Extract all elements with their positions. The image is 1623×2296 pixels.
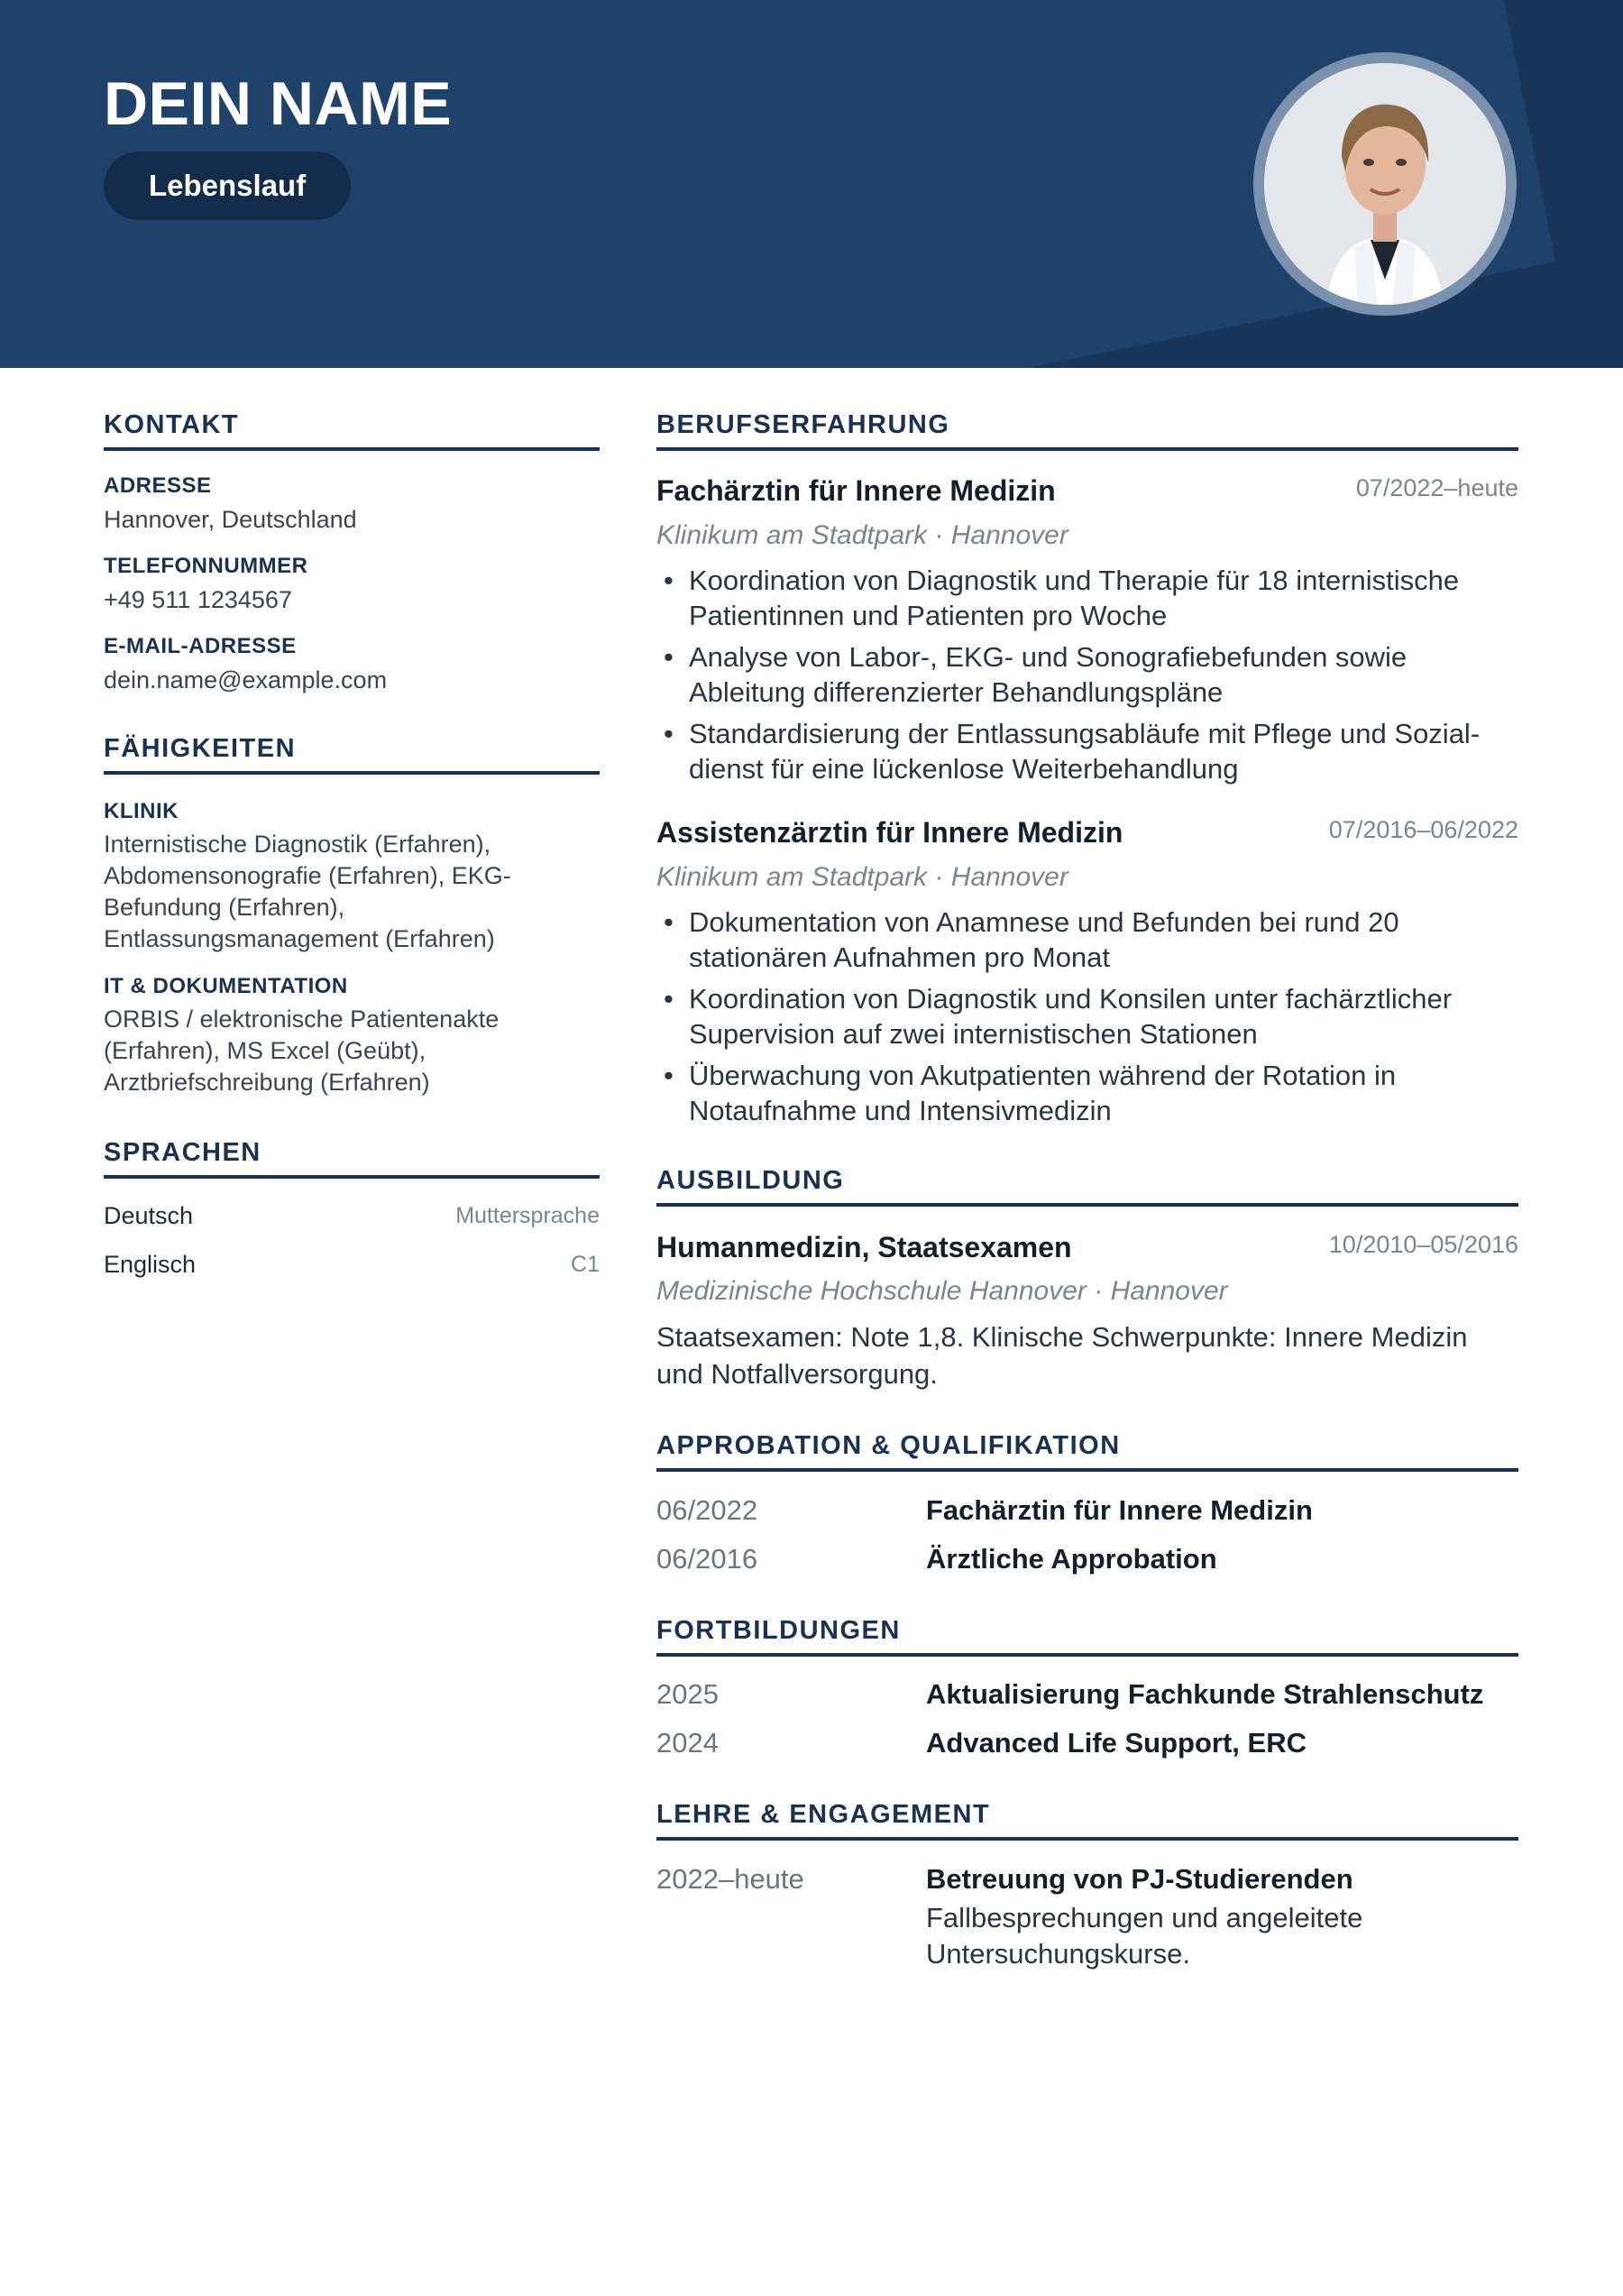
bullet-text: Koordination von Diagnostik und Therapie für 18 internistische bbox=[689, 565, 1460, 596]
contact-heading: KONTAKT bbox=[104, 410, 240, 439]
bullet-text: stationären Aufnahmen pro Monat bbox=[689, 941, 1111, 973]
bullet-text: Ableitung differenzierter Behandlungspläne bbox=[689, 676, 1224, 708]
phone-value: +49 511 1234567 bbox=[104, 586, 292, 613]
training-date: 2024 bbox=[656, 1727, 719, 1759]
job-bullet-list bbox=[656, 905, 1518, 1134]
training-title: Aktualisierung Fachkunde Strahlenschutz bbox=[926, 1678, 1484, 1710]
teaching-description: Untersuchungskurse. bbox=[926, 1938, 1190, 1970]
email-label: E-MAIL-ADRESSE bbox=[104, 634, 297, 658]
profile-photo bbox=[1253, 52, 1517, 316]
degree-date: 10/2010–05/2016 bbox=[1328, 1231, 1518, 1258]
language-level: C1 bbox=[571, 1252, 600, 1277]
approbation-heading: APPROBATION & QUALIFIKATION bbox=[656, 1431, 1121, 1460]
job-date: 07/2016–06/2022 bbox=[1328, 816, 1518, 843]
job-bullet-list bbox=[656, 563, 1518, 793]
education-heading: AUSBILDUNG bbox=[656, 1166, 845, 1195]
degree-description: und Notfallversorgung. bbox=[656, 1358, 938, 1390]
skill-group-label: IT & DOKUMENTATION bbox=[104, 974, 348, 998]
email-value: dein.name@example.com bbox=[104, 666, 388, 693]
languages-divider bbox=[104, 1175, 600, 1179]
job-title: Assistenzärztin für Innere Medizin bbox=[656, 816, 1123, 849]
teaching-divider bbox=[656, 1837, 1518, 1841]
portrait-illustration bbox=[1264, 63, 1506, 305]
degree-title: Humanmedizin, Staatsexamen bbox=[656, 1231, 1072, 1263]
skill-group-label: KLINIK bbox=[104, 799, 179, 823]
experience-divider bbox=[656, 447, 1518, 451]
trainings-divider bbox=[656, 1653, 1518, 1657]
bullet-icon: • bbox=[664, 983, 674, 1015]
training-date: 2025 bbox=[656, 1678, 719, 1710]
skill-group-text: Befundung (Erfahren), bbox=[104, 894, 345, 921]
skill-group-text: Arztbriefschreibung (Erfahren) bbox=[104, 1069, 430, 1096]
job-employer: Klinikum am Stadtpark · Hannover bbox=[656, 520, 1068, 550]
bullet-icon: • bbox=[664, 906, 674, 938]
experience-heading: BERUFSERFAHRUNG bbox=[656, 410, 950, 439]
teaching-title: Betreuung von PJ-Studierenden bbox=[926, 1863, 1353, 1895]
language-name: Englisch bbox=[104, 1251, 197, 1278]
training-title: Advanced Life Support, ERC bbox=[926, 1727, 1307, 1759]
list-item bbox=[656, 1058, 1518, 1128]
skills-divider bbox=[104, 771, 600, 775]
approbation-divider bbox=[656, 1468, 1518, 1472]
contact-divider bbox=[104, 447, 600, 451]
skills-heading: FÄHIGKEITEN bbox=[104, 734, 297, 763]
teaching-heading: LEHRE & ENGAGEMENT bbox=[656, 1800, 991, 1829]
language-level: Muttersprache bbox=[455, 1203, 600, 1228]
address-value: Hannover, Deutschland bbox=[104, 506, 357, 533]
bullet-text: Notaufnahme und Intensivmedizin bbox=[689, 1095, 1112, 1126]
degree-description: Staatsexamen: Note 1,8. Klinische Schwerpunkte: Innere Medizin bbox=[656, 1321, 1468, 1353]
bullet-text: Supervision auf zwei internistischen Stationen bbox=[689, 1018, 1258, 1050]
language-name: Deutsch bbox=[104, 1202, 194, 1229]
header-banner bbox=[0, 0, 1623, 368]
list-item bbox=[656, 716, 1518, 786]
qualification-date: 06/2022 bbox=[656, 1494, 758, 1526]
job-date: 07/2022–heute bbox=[1355, 474, 1518, 501]
education-divider bbox=[656, 1203, 1518, 1207]
trainings-heading: FORTBILDUNGEN bbox=[656, 1616, 901, 1645]
list-item bbox=[656, 981, 1518, 1052]
bullet-text: Dokumentation von Anamnese und Befunden bei rund 20 bbox=[689, 906, 1399, 938]
skill-group-text: Entlassungsmanagement (Erfahren) bbox=[104, 925, 495, 952]
phone-label: TELEFONNUMMER bbox=[104, 554, 308, 578]
document-type-badge: Lebenslauf bbox=[104, 152, 351, 220]
bullet-text: Standardisierung der Entlassungsabläufe mit Pflege und Sozial- bbox=[689, 718, 1481, 749]
skill-group-text: (Erfahren), MS Excel (Geübt), bbox=[104, 1037, 426, 1064]
bullet-icon: • bbox=[664, 641, 674, 673]
list-item bbox=[656, 563, 1518, 633]
teaching-description: Fallbesprechungen und angeleitete bbox=[926, 1902, 1363, 1933]
skill-group-text: ORBIS / elektronische Patientenakte bbox=[104, 1006, 500, 1033]
profile-photo-image bbox=[1264, 63, 1506, 305]
job-employer: Klinikum am Stadtpark · Hannover bbox=[656, 862, 1068, 892]
degree-institution: Medizinische Hochschule Hannover · Hannover bbox=[656, 1276, 1228, 1306]
job-title: Fachärztin für Innere Medizin bbox=[656, 474, 1056, 507]
list-item bbox=[656, 639, 1518, 710]
qualification-date: 06/2016 bbox=[656, 1543, 758, 1575]
bullet-text: Analyse von Labor-, EKG- und Sonografiebefunden sowie bbox=[689, 641, 1408, 673]
bullet-text: Patientinnen und Patienten pro Woche bbox=[689, 600, 1168, 631]
bullet-icon: • bbox=[664, 1060, 674, 1091]
skill-group-text: Abdomensonografie (Erfahren), EKG- bbox=[104, 862, 511, 889]
languages-heading: SPRACHEN bbox=[104, 1138, 261, 1167]
bullet-text: dienst für eine lückenlose Weiterbehandlung bbox=[689, 753, 1239, 785]
bullet-icon: • bbox=[664, 718, 674, 749]
person-name: DEIN NAME bbox=[104, 69, 453, 138]
bullet-icon: • bbox=[664, 565, 674, 596]
bullet-text: Überwachung von Akutpatienten während der Rotation in bbox=[689, 1060, 1397, 1091]
qualification-title: Fachärztin für Innere Medizin bbox=[926, 1494, 1313, 1526]
bullet-text: Koordination von Diagnostik und Konsilen unter fachärztlicher bbox=[689, 983, 1453, 1015]
qualification-title: Ärztliche Approbation bbox=[926, 1543, 1217, 1575]
address-label: ADRESSE bbox=[104, 473, 212, 498]
skill-group-text: Internistische Diagnostik (Erfahren), bbox=[104, 831, 491, 858]
teaching-date: 2022–heute bbox=[656, 1863, 804, 1895]
list-item bbox=[656, 905, 1518, 975]
